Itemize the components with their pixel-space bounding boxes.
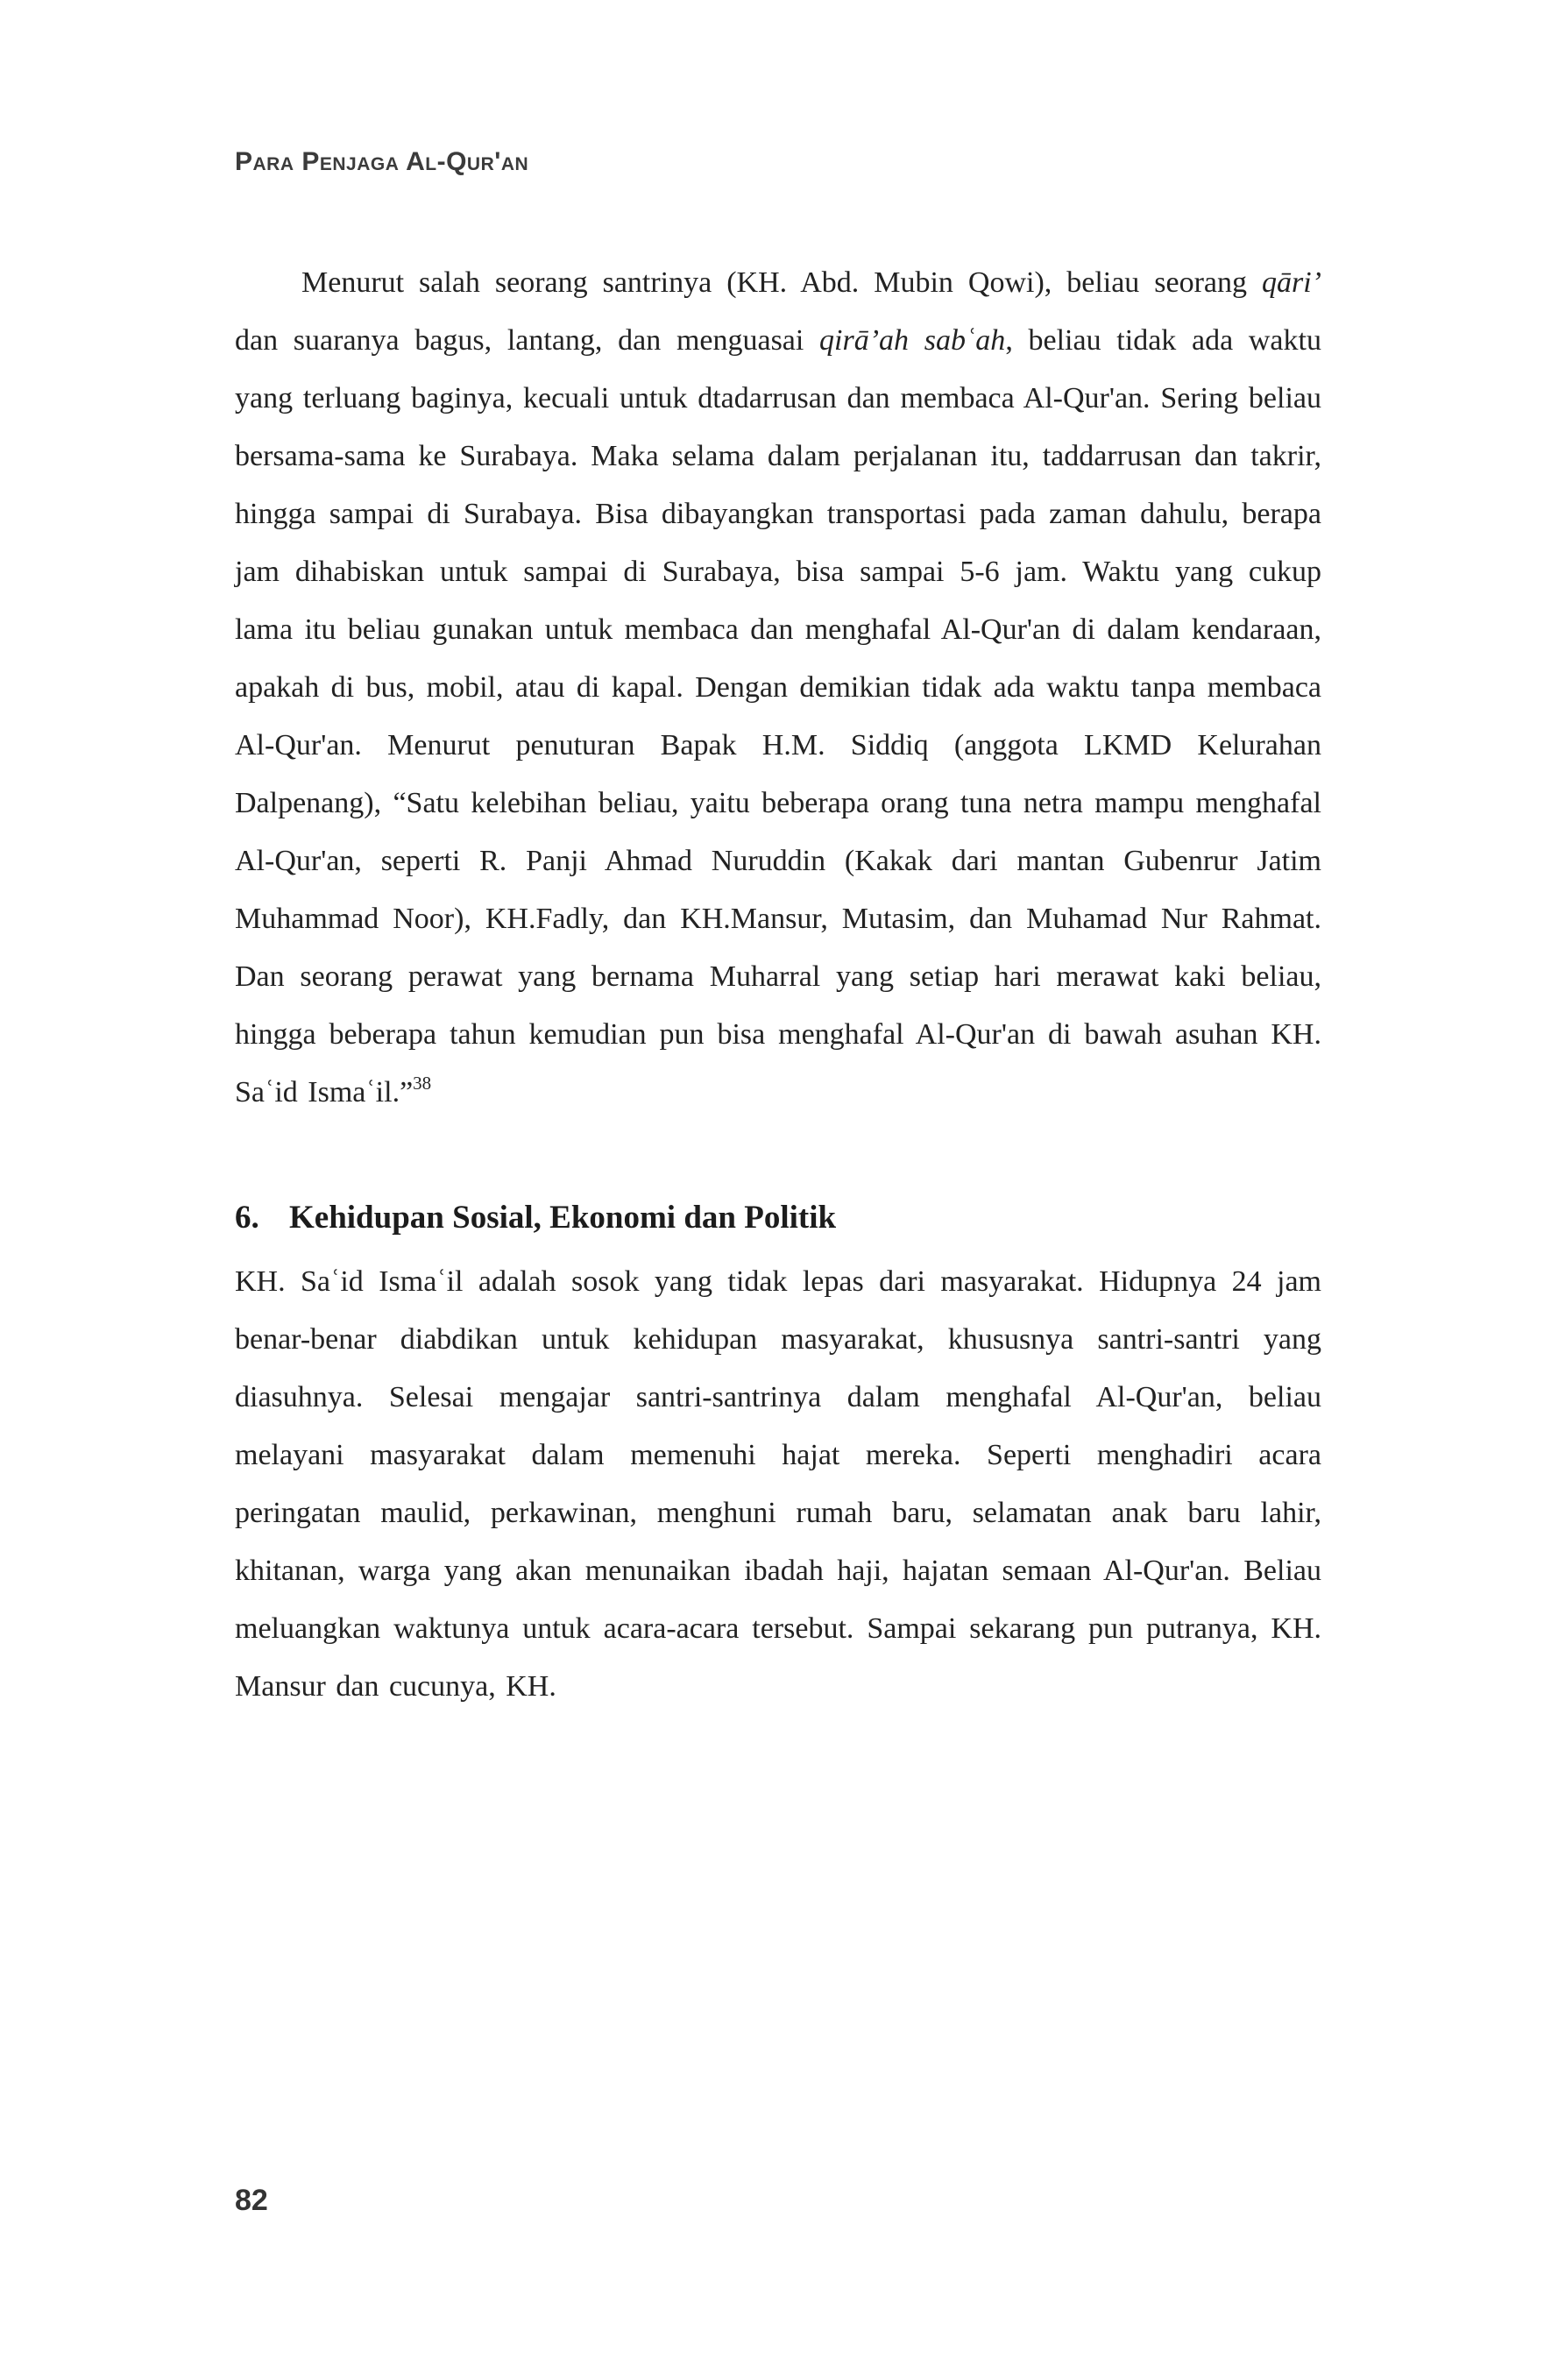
footnote-reference: 38 (413, 1073, 432, 1094)
paragraph-text-mid: dan suaranya bagus, lantang, dan menguasai (235, 324, 820, 357)
page-number: 82 (235, 2184, 268, 2217)
italic-term-qiraah-sabah: qirā’ah sabʿah (819, 324, 1006, 357)
italic-term-qari: qāri’ (1262, 266, 1321, 299)
paragraph-text-rest: , beliau tidak ada waktu yang terluang baginya, kecuali untuk dtadarrusan dan membaca Al-Qur'an. Sering beliau bersama-sama ke Surabaya. Maka selama dalam perjalanan itu, taddarrusan dan takrir, hingga sampai di Surabaya. Bisa dibayangkan transportasi pada zaman dahulu, berapa jam dihabiskan untuk sampai di Surabaya, bisa sampai 5-6 jam. Waktu yang cukup lama itu beliau gunakan untuk membaca dan menghafal Al-Qur'an di dalam kendaraan, apakah di bus, mobil, atau di kapal. Dengan demikian tidak ada waktu tanpa membaca Al-Qur'an. Menurut penuturan Bapak H.M. Siddiq (anggota LKMD Kelurahan Dalpenang), “Satu kelebihan beliau, yaitu beberapa orang tuna netra mampu menghafal Al-Qur'an, seperti R. Panji Ahmad Nuruddin (Kakak dari mantan Gubenrur Jatim Muhammad Noor), KH.Fadly, dan KH.Mansur, Mutasim, dan Muhamad Nur Rahmat. Dan seorang perawat yang bernama Muharral yang setiap hari merawat kaki beliau, hingga beberapa tahun kemudian pun bisa menghafal Al-Qur'an di bawah asuhan KH. Saʿid Ismaʿil.” (235, 324, 1321, 1109)
paragraph-santri-account (235, 254, 1321, 1122)
section-heading-number: 6. (235, 1200, 259, 1236)
paragraph-text-lead: Menurut salah seorang santrinya (KH. Abd. Mubin Qowi), beliau seorang (301, 266, 1262, 299)
paragraph-social-life: KH. Saʿid Ismaʿil adalah sosok yang tidak lepas dari masyarakat. Hidupnya 24 jam benar-benar diabdikan untuk kehidupan masyarakat, khususnya santri-santri yang diasuhnya. Selesai mengajar santri-santrinya dalam menghafal Al-Qur'an, beliau melayani masyarakat dalam memenuhi hajat mereka. Seperti menghadiri acara peringatan maulid, perkawinan, menghuni rumah baru, selamatan anak baru lahir, khitanan, warga yang akan menunaikan ibadah haji, hajatan semaan Al-Qur'an. Beliau meluangkan waktunya untuk acara-acara tersebut. Sampai sekarang pun putranya, KH. Mansur dan cucunya, KH. (235, 1265, 1321, 1703)
section-heading (235, 1195, 1321, 1241)
section-heading-title: Kehidupan Sosial, Ekonomi dan Politik (289, 1200, 837, 1236)
running-header: Para Penjaga Al-Qur'an (235, 147, 529, 176)
